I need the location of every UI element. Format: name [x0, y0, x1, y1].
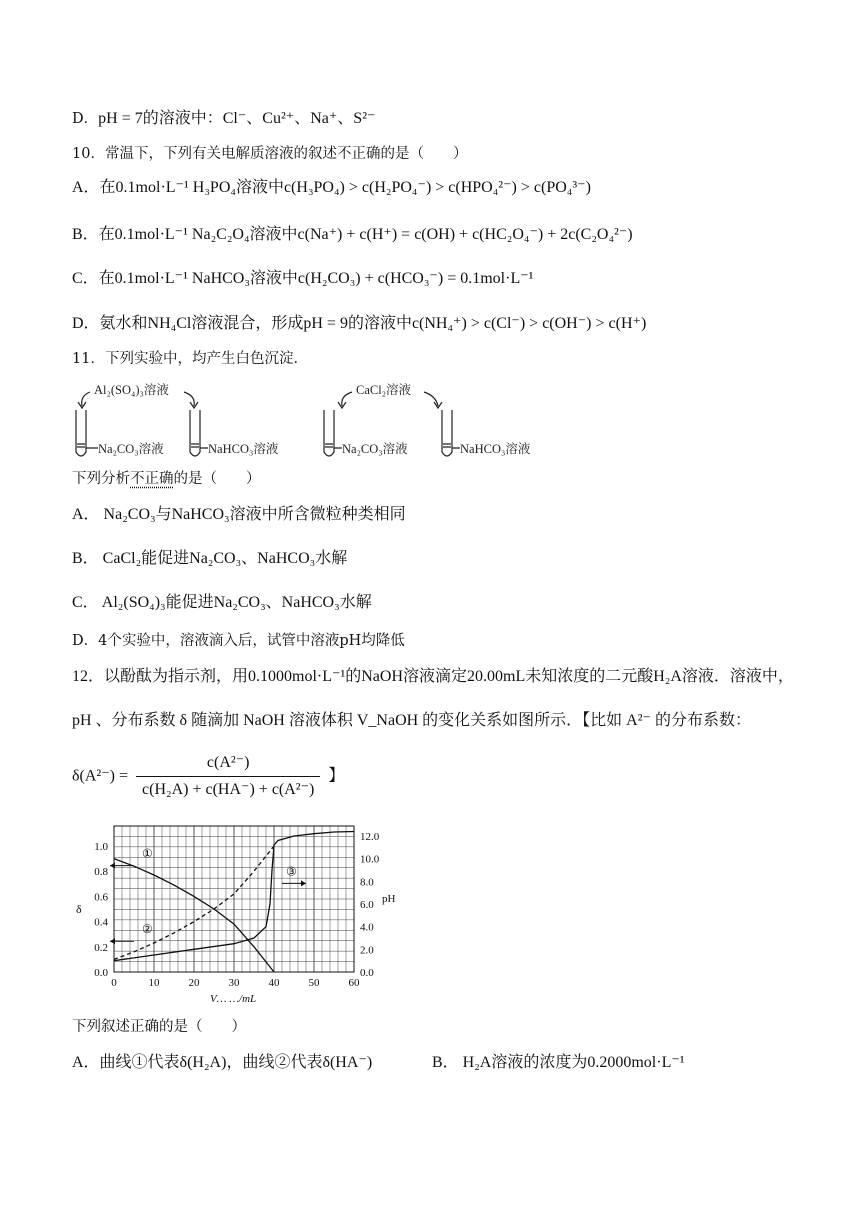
x-tick-label: 40 — [268, 977, 280, 989]
q12-formula-lhs: δ(A²⁻) = — [72, 767, 129, 785]
x-tick-label: 60 — [348, 977, 360, 989]
q11-ask — [72, 468, 820, 490]
annotation-arrowhead-1 — [110, 863, 115, 869]
q11-tube-3-label: Na₂CO₃溶液 — [342, 442, 408, 456]
curve-annotation-2: ② — [142, 922, 153, 937]
y-right-tick-label: 0.0 — [360, 967, 374, 979]
x-tick-label: 0 — [111, 977, 117, 989]
curve-annotation-1: ① — [142, 846, 153, 861]
y-left-tick-label: 0.2 — [94, 941, 108, 954]
q9-option-d-label: D． — [72, 111, 99, 127]
y-left-tick-label: 0.8 — [94, 866, 108, 879]
q12-option-b-text: B． H₂A溶液的浓度为0.2000mol·L⁻¹ — [432, 1054, 685, 1071]
q11-arrow-3 — [342, 392, 352, 406]
q12-formula-end: 】 — [328, 767, 345, 785]
q12-formula-denominator: c(H₂A) + c(HA⁻) + c(A²⁻) — [136, 776, 320, 801]
y-left-tick-label: 0.4 — [94, 916, 108, 929]
q11-option-d: D．4个实验中，溶液滴入后，试管中溶液pH均降低 — [72, 633, 405, 649]
y-left-tick-label: 1.0 — [94, 841, 108, 853]
q11-tube-4 — [442, 410, 452, 456]
q9-option-d — [72, 108, 820, 130]
q10-option-b: B．在0.1mol·L⁻¹ Na₂C₂O₄溶液中c(Na⁺) + c(H⁺) = c(OH) + c(HC₂O₄⁻) + 2c(C₂O₄²⁻) — [72, 226, 633, 243]
q11-stem: 11．下列实验中，均产生白色沉淀． — [72, 351, 308, 367]
q10-option-c: C．在0.1mol·L⁻¹ NaHCO₃溶液中c(H₂CO₃) + c(HCO₃⁻) = 0.1mol·L⁻¹ — [72, 270, 534, 287]
q11-tube-1 — [76, 410, 86, 456]
y-right-tick-label: 4.0 — [360, 921, 374, 934]
x-tick-label: 20 — [188, 977, 200, 989]
x-tick-label: 50 — [308, 977, 320, 989]
y-right-tick-label: 12.0 — [360, 831, 380, 843]
q11-experiment-figure — [72, 372, 562, 464]
q12-formula-fraction — [136, 752, 320, 801]
q11-arrow-2 — [184, 392, 194, 406]
q11-tube-2 — [190, 410, 200, 456]
q12-option-a — [72, 1052, 820, 1074]
q11-ask-emph: 不正确 — [130, 471, 174, 487]
q12-titration-chart — [72, 818, 412, 1014]
q9-option-d-text: pH = 7的溶液中：Cl⁻、Cu²⁺、Na⁺、S²⁻ — [98, 110, 376, 127]
q11-reagent-2: CaCl₂溶液 — [356, 383, 412, 397]
q11-tube-3 — [324, 410, 334, 456]
q11-reagent-1: Al₂(SO₄)₃溶液 — [94, 383, 169, 397]
y-right-tick-label: 6.0 — [360, 899, 374, 911]
x-axis-label: V… …/mL — [210, 993, 257, 1005]
q12-option-a-text: A．曲线①代表δ(H₂A)，曲线②代表δ(HA⁻) — [72, 1054, 373, 1071]
q10-option-a: A．在0.1mol·L⁻¹ H₃PO₄溶液中c(H₃PO₄) > c(H₂PO₄⁻) > c(HPO₄²⁻) > c(PO₄³⁻) — [72, 179, 591, 196]
annotation-arrowhead-3 — [301, 880, 306, 886]
q12-ask: 下列叙述正确的是（ ） — [72, 1019, 246, 1035]
x-tick-label: 30 — [228, 977, 240, 989]
q12-formula-numerator: c(A²⁻) — [206, 754, 250, 771]
x-tick-label: 10 — [148, 977, 160, 989]
q11-tube-1-label: Na₂CO₃溶液 — [98, 442, 164, 456]
q11-option-c: C． Al₂(SO₄)₃能促进Na₂CO₃、NaHCO₃水解 — [72, 594, 372, 611]
q11-tube-2-label: NaHCO₃溶液 — [208, 442, 279, 456]
y-left-tick-label: 0.6 — [94, 891, 108, 904]
y-left-tick-label: 0.0 — [94, 967, 108, 979]
q11-ask-post: 的是（ ） — [173, 471, 261, 487]
q12-formula — [72, 752, 820, 801]
y-right-tick-label: 2.0 — [360, 944, 374, 957]
q10-stem: 10．常温下，下列有关电解质溶液的叙述不正确的是（ ） — [72, 146, 468, 162]
q10-option-d: D．氨水和NH₄Cl溶液混合，形成pH = 9的溶液中c(NH₄⁺) > c(Cl⁻) > c(OH⁻) > c(H⁺) — [72, 315, 647, 332]
q12-stem-line-1: 12．以酚酞为指示剂，用0.1000mol·L⁻¹的NaOH溶液滴定20.00mL未知浓度的二元酸H₂A溶液．溶液中， — [72, 668, 794, 685]
q11-option-a: A． Na₂CO₃与NaHCO₃溶液中所含微粒种类相同 — [72, 506, 406, 523]
q11-tube-4-label: NaHCO₃溶液 — [460, 442, 531, 456]
q11-ask-pre: 下列分析 — [72, 471, 130, 487]
y-left-axis-label: δ — [76, 902, 82, 916]
q11-arrow-1 — [82, 392, 90, 406]
y-right-axis-label: pH — [382, 893, 396, 905]
curve-annotation-3: ③ — [286, 864, 297, 879]
annotation-arrowhead-2 — [110, 938, 115, 944]
y-right-tick-label: 10.0 — [360, 853, 380, 866]
y-right-tick-label: 8.0 — [360, 876, 374, 889]
q12-stem-line-2: pH 、分布系数 δ 随滴加 NaOH 溶液体积 V_NaOH 的变化关系如图所示．【比如 A²⁻ 的分布系数： — [72, 712, 751, 729]
q11-option-b: B． CaCl₂能促进Na₂CO₃、NaHCO₃水解 — [72, 550, 348, 567]
